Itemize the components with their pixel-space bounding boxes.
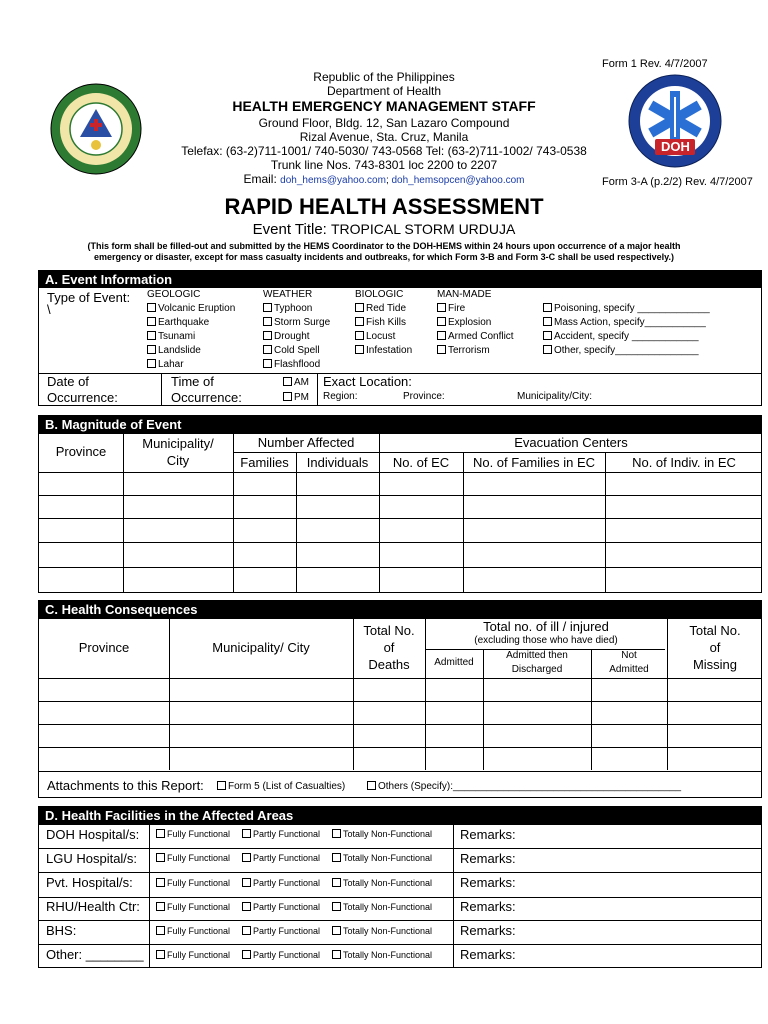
time-label-2: Occurrence: xyxy=(171,390,242,405)
address-line-2: Rizal Avenue, Sta. Cruz, Manila xyxy=(299,130,469,144)
totally-nonfunctional-option[interactable] xyxy=(332,902,432,912)
col-families: Families xyxy=(240,455,289,470)
col-missing-1: Total No. xyxy=(689,623,741,638)
remarks-label: Remarks: xyxy=(460,827,516,842)
checkbox-icon[interactable] xyxy=(332,829,341,838)
option-label: Tsunami xyxy=(158,331,196,342)
option-label: Partly Functional xyxy=(253,926,321,936)
partly-functional-option[interactable] xyxy=(242,950,320,960)
checkbox-icon[interactable] xyxy=(355,303,364,312)
checkbox-icon[interactable] xyxy=(156,950,165,959)
col-ill-injured-note: (excluding those who have died) xyxy=(474,635,618,646)
municipality-label: Municipality/City: xyxy=(517,391,593,402)
col-no-of-families-in-ec: No. of Families in EC xyxy=(472,455,596,470)
option-label: Armed Conflict xyxy=(448,331,514,342)
option-label: Red Tide xyxy=(366,303,407,314)
option-red-tide[interactable] xyxy=(355,303,406,314)
option-label: Cold Spell xyxy=(274,345,320,356)
checkbox-icon[interactable] xyxy=(242,950,251,959)
province-label: Province: xyxy=(403,391,445,402)
remarks-label: Remarks: xyxy=(460,923,516,938)
checkbox-icon[interactable] xyxy=(355,317,364,326)
option-label: Partly Functional xyxy=(253,853,321,863)
option-accident[interactable] xyxy=(543,331,699,342)
option-label: Totally Non-Functional xyxy=(343,853,433,863)
weather-heading: WEATHER xyxy=(263,289,313,300)
manmade-heading: MAN-MADE xyxy=(437,289,492,300)
option-other[interactable] xyxy=(543,345,699,356)
section-c-title: C. Health Consequences xyxy=(39,601,761,618)
am-option[interactable] xyxy=(283,377,309,388)
col-municipality-2: City xyxy=(166,453,190,468)
col-province: Province xyxy=(78,640,130,655)
checkbox-icon[interactable] xyxy=(332,902,341,911)
option-label: Fully Functional xyxy=(167,926,231,936)
checkbox-icon[interactable] xyxy=(283,392,292,401)
option-poisoning[interactable] xyxy=(543,303,710,314)
facility-label: DOH Hospital/s: xyxy=(46,827,140,842)
col-deaths-1: Total No. xyxy=(363,623,415,638)
option-label: Totally Non-Functional xyxy=(343,926,433,936)
remarks-label: Remarks: xyxy=(460,899,516,914)
checkbox-icon[interactable] xyxy=(543,331,552,340)
office-name: HEALTH EMERGENCY MANAGEMENT STAFF xyxy=(232,98,536,114)
checkbox-icon[interactable] xyxy=(332,878,341,887)
totally-nonfunctional-option[interactable] xyxy=(332,926,432,936)
checkbox-icon[interactable] xyxy=(355,331,364,340)
checkbox-icon[interactable] xyxy=(156,853,165,862)
option-drought[interactable] xyxy=(263,331,310,342)
checkbox-icon[interactable] xyxy=(543,303,552,312)
fully-functional-option[interactable] xyxy=(156,950,230,960)
checkbox-icon[interactable] xyxy=(263,331,272,340)
partly-functional-option[interactable] xyxy=(242,878,320,888)
checkbox-icon[interactable] xyxy=(242,878,251,887)
col-deaths-3: Deaths xyxy=(368,657,410,672)
col-province: Province xyxy=(55,444,107,459)
option-typhoon[interactable] xyxy=(263,303,312,314)
facility-label: LGU Hospital/s: xyxy=(46,851,138,866)
remarks-label: Remarks: xyxy=(460,875,516,890)
checkbox-icon[interactable] xyxy=(242,829,251,838)
remarks-label: Remarks: xyxy=(460,851,516,866)
option-fish-kills[interactable] xyxy=(355,317,406,328)
checkbox-icon[interactable] xyxy=(156,902,165,911)
col-evacuation-centers: Evacuation Centers xyxy=(514,435,628,450)
option-label: Partly Functional xyxy=(253,902,321,912)
col-municipality-city: Municipality/ City xyxy=(212,640,310,655)
checkbox-icon[interactable] xyxy=(217,781,226,790)
section-b-title: B. Magnitude of Event xyxy=(39,416,761,433)
section-event-information xyxy=(38,270,762,406)
checkbox-icon[interactable] xyxy=(263,303,272,312)
option-label: Lahar xyxy=(158,359,184,370)
instruction-note-2: emergency or disaster, except for mass casualty incidents and outbreaks, for which Form 3-B and Form 3-C shall be used respectively.) xyxy=(93,252,675,262)
totally-nonfunctional-option[interactable] xyxy=(332,950,432,960)
section-d-title: D. Health Facilities in the Affected Areas xyxy=(39,807,761,824)
option-mass-action[interactable] xyxy=(543,317,706,328)
email-separator: ; xyxy=(385,175,392,186)
option-label: Fully Functional xyxy=(167,853,231,863)
date-label-2: Occurrence: xyxy=(47,390,118,405)
section-a-title: A. Event Information xyxy=(39,271,761,288)
email-label: Email: xyxy=(243,172,277,186)
date-label-1: Date of xyxy=(47,374,89,389)
department-line: Department of Health xyxy=(326,84,442,98)
event-title xyxy=(0,221,768,238)
option-storm-surge[interactable] xyxy=(263,317,330,328)
option-label: Totally Non-Functional xyxy=(343,950,433,960)
partly-functional-option[interactable] xyxy=(242,926,320,936)
form5-option[interactable] xyxy=(217,781,345,792)
option-label: Partly Functional xyxy=(253,829,321,839)
col-admitted-discharged-1: Admitted then xyxy=(506,650,568,661)
section-magnitude-of-event xyxy=(38,415,762,593)
option-locust[interactable] xyxy=(355,331,395,342)
event-title-value[interactable]: TROPICAL STORM URDUJA xyxy=(331,221,516,237)
exact-location-label: Exact Location: xyxy=(323,374,412,389)
col-not-admitted-2: Admitted xyxy=(609,664,649,675)
col-number-affected: Number Affected xyxy=(257,435,355,450)
option-label: Poisoning, specify _____________ xyxy=(554,303,710,314)
checkbox-icon[interactable] xyxy=(147,359,156,368)
others-specify-label: Others (Specify):_________________________________________ xyxy=(378,781,682,792)
option-label: Storm Surge xyxy=(274,317,331,328)
checkbox-icon[interactable] xyxy=(147,317,156,326)
col-missing-3: Missing xyxy=(692,657,738,672)
checkbox-icon[interactable] xyxy=(283,377,292,386)
remarks-label: Remarks: xyxy=(460,947,516,962)
facility-label: RHU/Health Ctr: xyxy=(46,899,140,914)
totally-nonfunctional-option[interactable] xyxy=(332,878,432,888)
pm-label: PM xyxy=(294,392,309,403)
option-volcanic-eruption[interactable] xyxy=(147,303,235,314)
checkbox-icon[interactable] xyxy=(543,345,552,354)
checkbox-icon[interactable] xyxy=(355,345,364,354)
option-label: Explosion xyxy=(448,317,492,328)
doh-logo-label: DOH xyxy=(661,139,690,154)
option-label: Earthquake xyxy=(158,317,210,328)
option-label: Flashflood xyxy=(274,359,321,370)
checkbox-icon[interactable] xyxy=(156,926,165,935)
address-line-1: Ground Floor, Bldg. 12, San Lazaro Compound xyxy=(258,116,510,130)
option-label: Locust xyxy=(366,331,396,342)
option-label: Fully Functional xyxy=(167,878,231,888)
fully-functional-option[interactable] xyxy=(156,902,230,912)
option-explosion[interactable] xyxy=(437,317,491,328)
col-no-of-indiv-in-ec: No. of Indiv. in EC xyxy=(632,455,736,470)
option-label: Fully Functional xyxy=(167,902,231,912)
fully-functional-option[interactable] xyxy=(156,926,230,936)
option-label: Fire xyxy=(448,303,466,314)
col-admitted-discharged-2: Discharged xyxy=(511,664,563,675)
col-ill-injured: Total no. of ill / injured xyxy=(483,619,609,634)
checkbox-icon[interactable] xyxy=(332,853,341,862)
checkbox-icon[interactable] xyxy=(147,303,156,312)
totally-nonfunctional-option[interactable] xyxy=(332,853,432,863)
col-municipality-1: Municipality/ xyxy=(142,436,214,451)
option-landslide[interactable] xyxy=(147,345,201,356)
checkbox-icon[interactable] xyxy=(437,303,446,312)
telefax-line: Telefax: (63-2)711-1001/ 740-5030/ 743-0568 Tel: (63-2)711-1002/ 743-0538 xyxy=(181,144,587,158)
attachments-label: Attachments to this Report: xyxy=(47,778,204,793)
col-no-of-ec: No. of EC xyxy=(392,455,450,470)
checkbox-icon[interactable] xyxy=(367,781,376,790)
checkbox-icon[interactable] xyxy=(242,853,251,862)
am-label: AM xyxy=(294,377,309,388)
checkbox-icon[interactable] xyxy=(147,345,156,354)
checkbox-icon[interactable] xyxy=(543,317,552,326)
option-cold-spell[interactable] xyxy=(263,345,320,356)
checkbox-icon[interactable] xyxy=(263,359,272,368)
geologic-heading: GEOLOGIC xyxy=(147,289,201,300)
option-tsunami[interactable] xyxy=(147,331,195,342)
option-label: Accident, specify ____________ xyxy=(554,331,699,342)
event-title-label: Event Title: xyxy=(252,221,331,238)
time-label-1: Time of xyxy=(171,374,214,389)
fully-functional-option[interactable] xyxy=(156,878,230,888)
form5-label: Form 5 (List of Casualties) xyxy=(228,781,346,792)
totally-nonfunctional-option[interactable] xyxy=(332,829,432,839)
region-label: Region: xyxy=(323,391,358,402)
trunkline-line: Trunk line Nos. 743-8301 loc 2200 to 2207 xyxy=(270,158,498,172)
option-label: Mass Action, specify___________ xyxy=(554,317,706,328)
option-armed-conflict[interactable] xyxy=(437,331,514,342)
option-label: Totally Non-Functional xyxy=(343,878,433,888)
checkbox-icon[interactable] xyxy=(437,317,446,326)
checkbox-icon[interactable] xyxy=(156,829,165,838)
partly-functional-option[interactable] xyxy=(242,853,320,863)
col-deaths-2: of xyxy=(383,640,395,655)
checkbox-icon[interactable] xyxy=(147,331,156,340)
checkbox-icon[interactable] xyxy=(263,345,272,354)
option-terrorism[interactable] xyxy=(437,345,490,356)
option-label: Fish Kills xyxy=(366,317,407,328)
form-number-secondary: Form 3-A (p.2/2) Rev. 4/7/2007 xyxy=(602,176,753,188)
fully-functional-option[interactable] xyxy=(156,829,230,839)
checkbox-icon[interactable] xyxy=(332,950,341,959)
checkbox-icon[interactable] xyxy=(437,345,446,354)
option-label: Volcanic Eruption xyxy=(158,303,236,314)
col-not-admitted-1: Not xyxy=(621,650,637,661)
col-missing-2: of xyxy=(709,640,721,655)
instruction-note-1: (This form shall be filled-out and submitted by the HEMS Coordinator to the DOH-HEMS within 24 hours upon occurrence of a major health xyxy=(87,241,681,251)
others-specify-option[interactable] xyxy=(367,781,681,792)
col-admitted: Admitted xyxy=(434,657,474,668)
option-label: Infestation xyxy=(366,345,413,356)
checkbox-icon[interactable] xyxy=(263,317,272,326)
option-flashflood[interactable] xyxy=(263,359,320,370)
email-address-1[interactable]: doh_hems@yahoo.com xyxy=(280,175,386,186)
option-label: Totally Non-Functional xyxy=(343,829,433,839)
option-label: Fully Functional xyxy=(167,950,231,960)
form-title: RAPID HEALTH ASSESSMENT xyxy=(224,194,544,219)
option-label: Partly Functional xyxy=(253,950,321,960)
option-earthquake[interactable] xyxy=(147,317,209,328)
option-label: Other, specify_______________ xyxy=(554,345,699,356)
option-fire[interactable] xyxy=(437,303,465,314)
checkbox-icon[interactable] xyxy=(242,926,251,935)
section-health-consequences xyxy=(38,600,762,798)
type-of-event-mark: \ xyxy=(47,302,51,317)
facility-label: BHS: xyxy=(46,923,77,938)
checkbox-icon[interactable] xyxy=(156,878,165,887)
email-line xyxy=(0,172,768,186)
option-label: Fully Functional xyxy=(167,829,231,839)
option-label: Totally Non-Functional xyxy=(343,902,433,912)
facility-label: Other: ________ xyxy=(46,947,144,962)
col-individuals: Individuals xyxy=(306,455,369,470)
option-label: Drought xyxy=(274,331,310,342)
partly-functional-option[interactable] xyxy=(242,829,320,839)
form-number: Form 1 Rev. 4/7/2007 xyxy=(602,58,708,70)
pm-option[interactable] xyxy=(283,392,309,403)
checkbox-icon[interactable] xyxy=(332,926,341,935)
email-address-2[interactable]: doh_hemsopcen@yahoo.com xyxy=(391,175,525,186)
option-label: Typhoon xyxy=(274,303,313,314)
republic-line: Republic of the Philippines xyxy=(313,70,455,84)
facility-label: Pvt. Hospital/s: xyxy=(46,875,133,890)
partly-functional-option[interactable] xyxy=(242,902,320,912)
option-infestation[interactable] xyxy=(355,345,412,356)
checkbox-icon[interactable] xyxy=(242,902,251,911)
option-lahar[interactable] xyxy=(147,359,184,370)
checkbox-icon[interactable] xyxy=(437,331,446,340)
fully-functional-option[interactable] xyxy=(156,853,230,863)
option-label: Partly Functional xyxy=(253,878,321,888)
biologic-heading: BIOLOGIC xyxy=(355,289,404,300)
type-of-event-label: Type of Event: xyxy=(47,290,131,305)
option-label: Terrorism xyxy=(448,345,490,356)
option-label: Landslide xyxy=(158,345,201,356)
